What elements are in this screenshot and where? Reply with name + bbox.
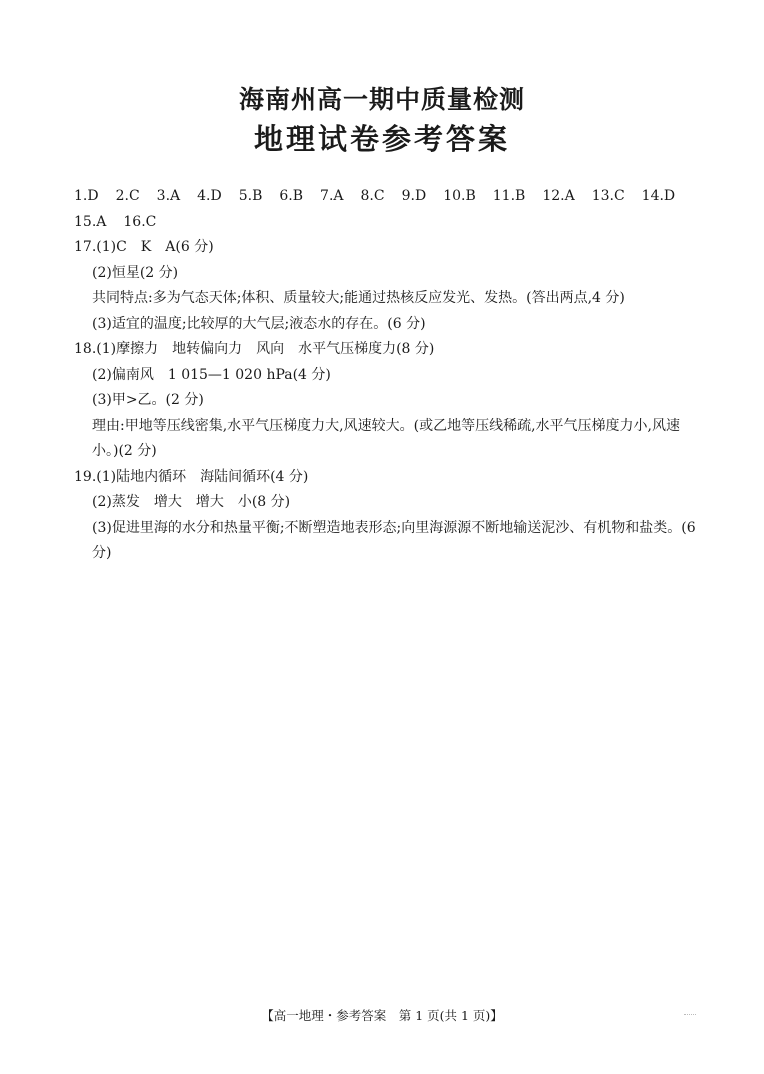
- q18-part3-reason: 理由:甲地等压线密集,水平气压梯度力大,风速较大。(或乙地等压线稀疏,水平气压梯度力小,风速小。)(2 分): [92, 417, 680, 459]
- mcq-answer: 10.B: [443, 188, 476, 204]
- mcq-answer: 15.A: [74, 213, 107, 230]
- q17-part2: (2)恒星(2 分): [92, 264, 179, 281]
- q18-part3: (3)甲>乙。(2 分): [92, 392, 204, 408]
- q18-part1: 18.(1)摩擦力 地转偏向力 风向 水平气压梯度力(8 分): [74, 341, 435, 357]
- answer-body: [74, 184, 696, 567]
- mcq-answer: 13.C: [591, 188, 625, 204]
- mcq-answer: 5.B: [238, 188, 263, 204]
- mcq-answer: 12.A: [542, 188, 575, 204]
- q17-part3: (3)适宜的温度;比较厚的大气层;液态水的存在。(6 分): [92, 315, 426, 332]
- q17-part2-explanation: 共同特点:多为气态天体;体积、质量较大;能通过热核反应发光、发热。(答出两点,4 分): [92, 290, 625, 306]
- mcq-answer: 14.D: [641, 188, 676, 204]
- mcq-answer: 2.C: [115, 188, 140, 204]
- mcq-answer: 6.B: [279, 188, 304, 204]
- q19-part2: (2)蒸发 增大 增大 小(8 分): [92, 494, 291, 510]
- mcq-answer: 9.D: [401, 188, 427, 204]
- q18-part2: (2)偏南风 1 015—1 020 hPa(4 分): [92, 366, 331, 383]
- corner-mark: [684, 1014, 696, 1017]
- mcq-answer: 16.C: [123, 213, 157, 230]
- q19-part3: (3)促进里海的水分和热量平衡;不断塑造地表形态;向里海源源不断地输送泥沙、有机物和盐类。(6 分): [92, 519, 696, 561]
- document-title: 海南州高一期中质量检测: [238, 85, 525, 114]
- mcq-answer: 1.D: [74, 188, 99, 204]
- mcq-answer: 11.B: [492, 188, 526, 204]
- q17-part1: 17.(1)C K A(6 分): [74, 239, 214, 255]
- mcq-answer: 7.A: [320, 188, 344, 204]
- q19-part1: 19.(1)陆地内循环 海陆间循环(4 分): [74, 468, 309, 485]
- mcq-answer: 8.C: [360, 188, 385, 204]
- mcq-answers-row-1: [74, 184, 696, 210]
- document-subtitle: 地理试卷参考答案: [253, 122, 510, 156]
- mcq-answer: 4.D: [197, 188, 222, 204]
- mcq-answers-row-2: [74, 210, 696, 236]
- page-footer: 【高一地理・参考答案 第 1 页(共 1 页)】: [261, 1008, 503, 1023]
- mcq-answer: 3.A: [156, 188, 181, 204]
